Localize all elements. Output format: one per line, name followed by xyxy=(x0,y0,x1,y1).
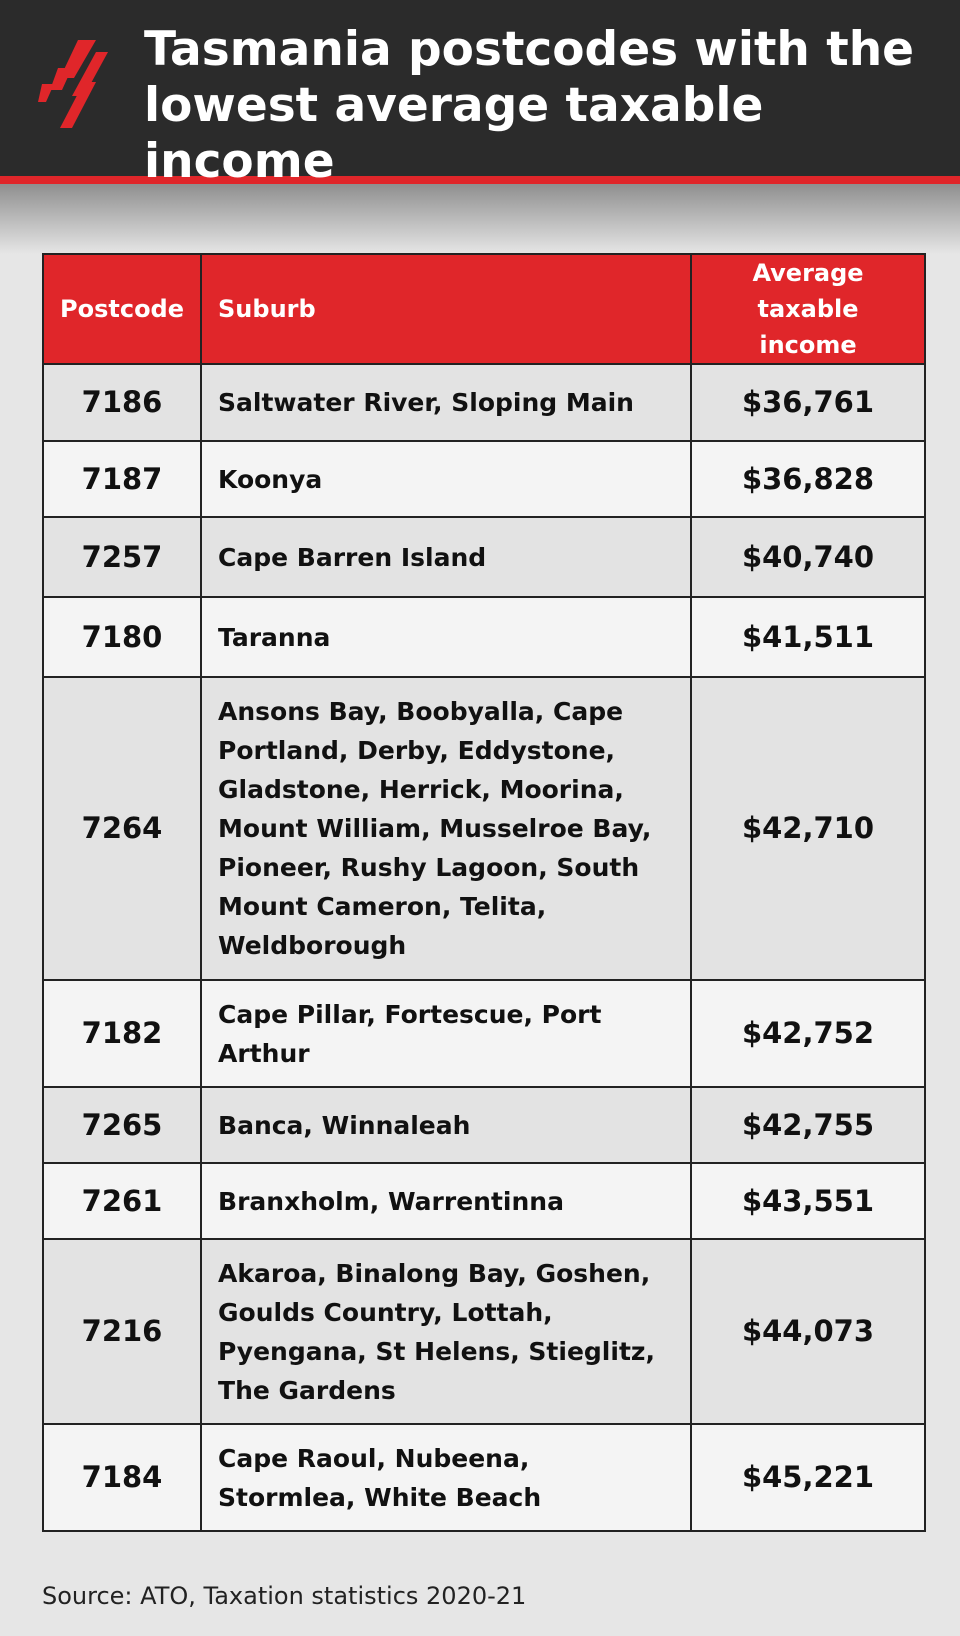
income-cell: $45,221 xyxy=(691,1424,925,1531)
postcode-cell: 7261 xyxy=(43,1163,201,1239)
suburb-cell: Saltwater River, Sloping Main xyxy=(201,364,691,441)
suburb-cell: Branxholm, Warrentinna xyxy=(201,1163,691,1239)
table-row xyxy=(43,677,925,980)
table-row xyxy=(43,364,925,441)
header-income-line-1: Average xyxy=(752,259,864,287)
postcode-cell: 7186 xyxy=(43,364,201,441)
suburb-cell: Cape Raoul, Nubeena, Stormlea, White Beach xyxy=(201,1424,691,1531)
income-cell: $40,740 xyxy=(691,517,925,597)
suburb-cell: Cape Barren Island xyxy=(201,517,691,597)
postcode-cell: 7187 xyxy=(43,441,201,517)
header-income-line-2: taxable income xyxy=(757,295,859,359)
income-cell: $43,551 xyxy=(691,1163,925,1239)
table-row xyxy=(43,597,925,677)
postcode-cell: 7216 xyxy=(43,1239,201,1424)
postcode-cell: 7265 xyxy=(43,1087,201,1163)
suburb-cell: Cape Pillar, Fortescue, Port Arthur xyxy=(201,980,691,1087)
header-income xyxy=(691,254,925,364)
table-row xyxy=(43,980,925,1087)
suburb-cell: Banca, Winnaleah xyxy=(201,1087,691,1163)
income-cell: $44,073 xyxy=(691,1239,925,1424)
income-table xyxy=(42,253,926,1532)
title-line-2: lowest average taxable income xyxy=(144,78,764,189)
table-row xyxy=(43,1163,925,1239)
table-row xyxy=(43,1087,925,1163)
table-row xyxy=(43,1424,925,1531)
title-line-1: Tasmania postcodes with the xyxy=(144,22,915,77)
table-header-row xyxy=(43,254,925,364)
source-note: Source: ATO, Taxation statistics 2020-21 xyxy=(42,1582,527,1610)
suburb-cell: Ansons Bay, Boobyalla, Cape Portland, Derby, Eddystone, Gladstone, Herrick, Moorina, Mount William, Musselroe Bay, Pioneer, Rushy Lagoon, South Mount Cameron, Telita, Weldborough xyxy=(201,677,691,980)
suburb-cell: Akaroa, Binalong Bay, Goshen, Goulds Country, Lottah, Pyengana, St Helens, Stieglitz, The Gardens xyxy=(201,1239,691,1424)
table-row xyxy=(43,1239,925,1424)
suburb-cell: Taranna xyxy=(201,597,691,677)
income-cell: $41,511 xyxy=(691,597,925,677)
postcode-cell: 7264 xyxy=(43,677,201,980)
table-row xyxy=(43,441,925,517)
income-cell: $42,752 xyxy=(691,980,925,1087)
income-cell: $42,755 xyxy=(691,1087,925,1163)
header-shadow xyxy=(0,184,960,254)
broadcaster-logo-icon xyxy=(38,38,110,130)
header-suburb: Suburb xyxy=(201,254,691,364)
postcode-cell: 7257 xyxy=(43,517,201,597)
table-row xyxy=(43,517,925,597)
header-postcode: Postcode xyxy=(43,254,201,364)
page-title xyxy=(144,22,944,190)
postcode-cell: 7184 xyxy=(43,1424,201,1531)
postcode-cell: 7180 xyxy=(43,597,201,677)
income-cell: $36,828 xyxy=(691,441,925,517)
income-cell: $36,761 xyxy=(691,364,925,441)
suburb-cell: Koonya xyxy=(201,441,691,517)
income-cell: $42,710 xyxy=(691,677,925,980)
postcode-cell: 7182 xyxy=(43,980,201,1087)
